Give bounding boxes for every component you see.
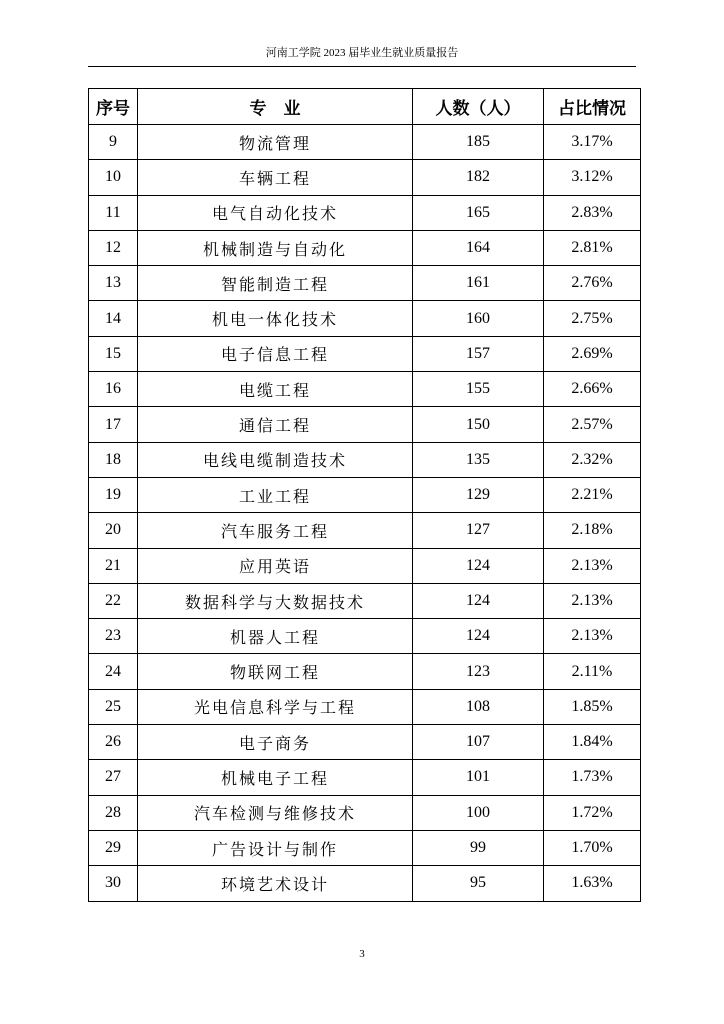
graduate-count: 135	[413, 442, 544, 477]
major-name: 数据科学与大数据技术	[138, 583, 413, 618]
graduate-count: 108	[413, 689, 544, 724]
graduate-count: 107	[413, 725, 544, 760]
share-percent: 1.70%	[544, 830, 641, 865]
column-header-index: 序号	[89, 89, 138, 125]
share-percent: 2.69%	[544, 336, 641, 371]
major-name: 电气自动化技术	[138, 195, 413, 230]
major-name: 机械电子工程	[138, 760, 413, 795]
table-row	[89, 407, 641, 442]
row-index: 25	[89, 689, 138, 724]
graduate-count: 101	[413, 760, 544, 795]
major-name: 智能制造工程	[138, 266, 413, 301]
share-percent: 2.18%	[544, 513, 641, 548]
table-row	[89, 760, 641, 795]
major-name: 电子信息工程	[138, 336, 413, 371]
share-percent: 1.72%	[544, 795, 641, 830]
table-row	[89, 689, 641, 724]
table-row	[89, 477, 641, 512]
graduate-count: 182	[413, 160, 544, 195]
row-index: 21	[89, 548, 138, 583]
graduate-count: 164	[413, 230, 544, 265]
table-row	[89, 195, 641, 230]
graduate-count: 129	[413, 477, 544, 512]
row-index: 27	[89, 760, 138, 795]
row-index: 24	[89, 654, 138, 689]
row-index: 22	[89, 583, 138, 618]
row-index: 29	[89, 830, 138, 865]
share-percent: 3.17%	[544, 125, 641, 160]
row-index: 19	[89, 477, 138, 512]
row-index: 12	[89, 230, 138, 265]
page-number: 3	[359, 948, 365, 960]
share-percent: 2.13%	[544, 619, 641, 654]
table-row	[89, 301, 641, 336]
major-name: 机械制造与自动化	[138, 230, 413, 265]
share-percent: 2.81%	[544, 230, 641, 265]
table-row	[89, 548, 641, 583]
table-row	[89, 583, 641, 618]
graduate-count: 157	[413, 336, 544, 371]
share-percent: 2.21%	[544, 477, 641, 512]
row-index: 30	[89, 866, 138, 901]
table-row	[89, 336, 641, 371]
major-name: 机电一体化技术	[138, 301, 413, 336]
table-row	[89, 513, 641, 548]
share-percent: 2.13%	[544, 583, 641, 618]
major-name: 机器人工程	[138, 619, 413, 654]
major-name: 汽车检测与维修技术	[138, 795, 413, 830]
major-name: 物流管理	[138, 125, 413, 160]
share-percent: 3.12%	[544, 160, 641, 195]
table-row	[89, 866, 641, 901]
share-percent: 2.75%	[544, 301, 641, 336]
graduate-count: 160	[413, 301, 544, 336]
table-row	[89, 230, 641, 265]
row-index: 15	[89, 336, 138, 371]
header-rule	[88, 66, 636, 67]
graduate-count: 185	[413, 125, 544, 160]
row-index: 14	[89, 301, 138, 336]
column-header-major: 专 业	[138, 89, 413, 125]
major-name: 电缆工程	[138, 372, 413, 407]
table-row	[89, 372, 641, 407]
table-row	[89, 795, 641, 830]
row-index: 18	[89, 442, 138, 477]
table-row	[89, 266, 641, 301]
graduate-count: 124	[413, 619, 544, 654]
graduate-count: 155	[413, 372, 544, 407]
row-index: 28	[89, 795, 138, 830]
major-name: 通信工程	[138, 407, 413, 442]
row-index: 10	[89, 160, 138, 195]
table-row	[89, 442, 641, 477]
graduate-count: 124	[413, 548, 544, 583]
row-index: 11	[89, 195, 138, 230]
table-header-row	[89, 89, 641, 125]
share-percent: 2.83%	[544, 195, 641, 230]
major-name: 物联网工程	[138, 654, 413, 689]
share-percent: 2.66%	[544, 372, 641, 407]
column-header-share: 占比情况	[544, 89, 641, 125]
major-name: 工业工程	[138, 477, 413, 512]
graduate-count: 127	[413, 513, 544, 548]
column-header-count: 人数（人）	[413, 89, 544, 125]
major-name: 车辆工程	[138, 160, 413, 195]
major-name: 电子商务	[138, 725, 413, 760]
running-header: 河南工学院 2023 届毕业生就业质量报告	[265, 47, 459, 59]
major-name: 光电信息科学与工程	[138, 689, 413, 724]
table-body	[89, 125, 641, 902]
graduate-count: 123	[413, 654, 544, 689]
graduate-count: 165	[413, 195, 544, 230]
table-row	[89, 654, 641, 689]
row-index: 17	[89, 407, 138, 442]
table-row	[89, 619, 641, 654]
table-row	[89, 725, 641, 760]
share-percent: 2.11%	[544, 654, 641, 689]
table-row	[89, 125, 641, 160]
share-percent: 2.13%	[544, 548, 641, 583]
major-name: 应用英语	[138, 548, 413, 583]
row-index: 16	[89, 372, 138, 407]
table-row	[89, 160, 641, 195]
share-percent: 2.32%	[544, 442, 641, 477]
share-percent: 2.76%	[544, 266, 641, 301]
share-percent: 1.84%	[544, 725, 641, 760]
graduate-count: 161	[413, 266, 544, 301]
major-name: 广告设计与制作	[138, 830, 413, 865]
share-percent: 1.73%	[544, 760, 641, 795]
row-index: 20	[89, 513, 138, 548]
graduate-count: 95	[413, 866, 544, 901]
table-row	[89, 830, 641, 865]
graduate-count: 100	[413, 795, 544, 830]
graduate-count: 150	[413, 407, 544, 442]
row-index: 23	[89, 619, 138, 654]
graduate-count: 99	[413, 830, 544, 865]
row-index: 13	[89, 266, 138, 301]
graduate-count: 124	[413, 583, 544, 618]
major-name: 环境艺术设计	[138, 866, 413, 901]
share-percent: 2.57%	[544, 407, 641, 442]
share-percent: 1.85%	[544, 689, 641, 724]
row-index: 26	[89, 725, 138, 760]
major-name: 电线电缆制造技术	[138, 442, 413, 477]
row-index: 9	[89, 125, 138, 160]
major-name: 汽车服务工程	[138, 513, 413, 548]
share-percent: 1.63%	[544, 866, 641, 901]
majors-table	[88, 88, 641, 902]
